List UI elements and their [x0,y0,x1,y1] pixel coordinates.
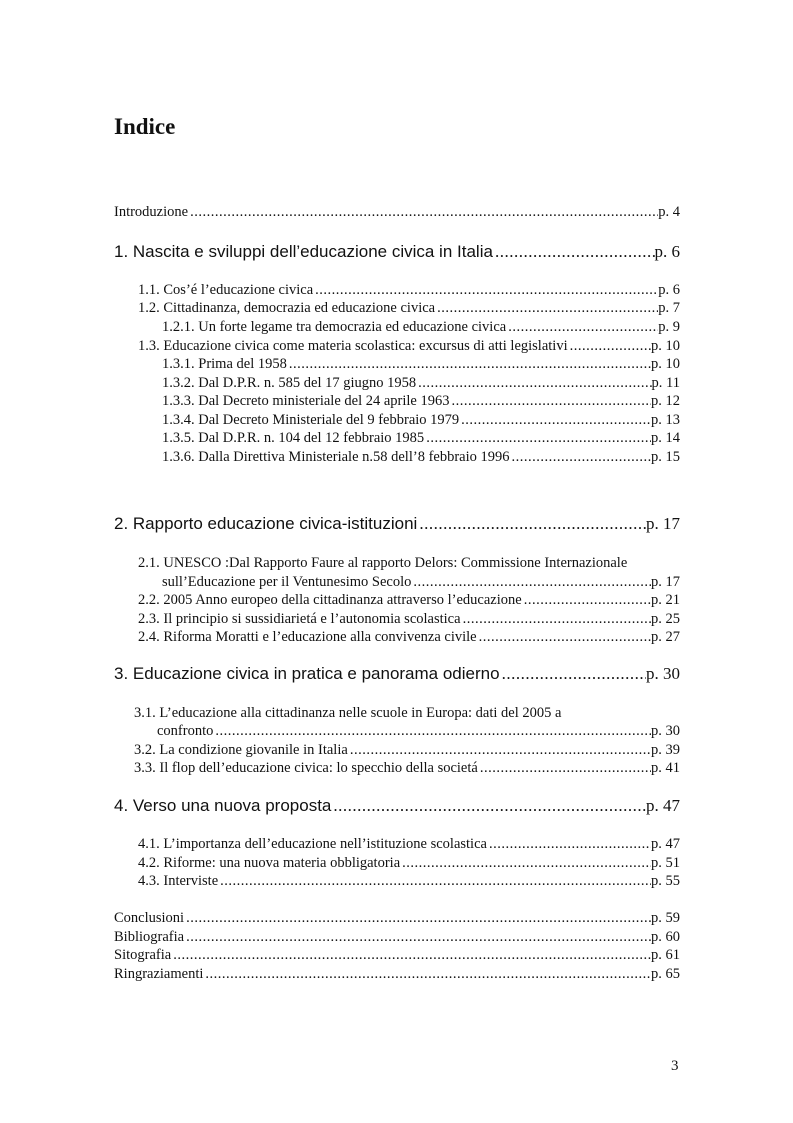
toc-entry-3-3[interactable] [134,758,680,778]
toc-entry-sitografia[interactable] [114,945,680,965]
toc-entry-page: p. 13 [651,412,680,428]
toc-entry-label: 1.3.4. Dal Decreto Ministeriale del 9 febbraio 1979 [162,412,460,428]
toc-entry-page: p. 10 [651,356,680,372]
toc-entry-label: 3. Educazione civica in pratica e panorama odierno [114,664,500,683]
toc-entry-1-1[interactable] [138,280,680,300]
toc-entry-4-3[interactable] [138,871,680,891]
toc-entry-page: p. 51 [651,855,680,871]
toc-entry-label: 1.1. Cos’é l’educazione civica [138,282,314,298]
toc-entry-page: p. 14 [651,430,680,446]
toc-entry-2-1-first-line: 2.1. UNESCO :Dal Rapporto Faure al rapporto Delors: Commissione Internazionale [138,555,628,571]
toc-entry-page: p. 30 [646,664,680,683]
toc-entry-1-3-5[interactable] [162,428,680,448]
toc-entry-page: p. 17 [646,514,680,533]
toc-entry-page: p. 6 [658,282,680,298]
toc-entry-label: 3.3. Il flop dell’educazione civica: lo specchio della societá [134,760,478,776]
toc-entry-page: p. 15 [651,449,680,465]
toc-entry-label: 1.2.1. Un forte legame tra democrazia ed educazione civica [162,319,507,335]
toc-entry-page: p. 21 [651,592,680,608]
toc-entry-page: p. 25 [651,611,680,627]
toc-entry-2-2[interactable] [138,590,680,610]
toc-entry-label: 1.3. Educazione civica come materia scolastica: excursus di atti legislativi [138,338,568,354]
toc-entry-3-2[interactable] [134,740,680,760]
toc-entry-label: 2. Rapporto educazione civica-istituzioni [114,514,418,533]
toc-entry-page: p. 65 [651,966,680,982]
toc-entry-label: Conclusioni [114,910,185,926]
toc-entry-page: p. 39 [651,742,680,758]
toc-entry-page: p. 12 [651,393,680,409]
toc-entry-page: p. 60 [651,929,680,945]
toc-entry-3-1[interactable] [157,721,680,741]
toc-entry-page: p. 59 [651,910,680,926]
toc-entry-label: Bibliografia [114,929,185,945]
toc-entry-label: 1.3.6. Dalla Direttiva Ministeriale n.58 dell’8 febbraio 1996 [162,449,510,465]
toc-entry-page: p. 17 [651,574,680,590]
toc-entry-label: 4.3. Interviste [138,873,219,889]
toc-entry-1-3-1[interactable] [162,354,680,374]
toc-entry-conclusioni[interactable] [114,908,680,928]
toc-chapter-2[interactable] [114,514,680,534]
toc-entry-label: 3.2. La condizione giovanile in Italia [134,742,348,758]
toc-entry-label: 2.4. Riforma Moratti e l’educazione alla convivenza civile [138,629,477,645]
toc-entry-1-2-1[interactable] [162,317,680,337]
toc-entry-1-3-6[interactable] [162,447,680,467]
toc-entry-4-2[interactable] [138,853,680,873]
toc-entry-label: 2.3. Il principio si sussidiarietá e l’autonomia scolastica [138,611,461,627]
toc-chapter-3[interactable] [114,664,680,684]
toc-entry-label: 4.1. L’importanza dell’educazione nell’istituzione scolastica [138,836,487,852]
toc-entry-bibliografia[interactable] [114,927,680,947]
toc-entry-page: p. 9 [658,319,680,335]
toc-entry-label: 2.2. 2005 Anno europeo della cittadinanza attraverso l’educazione [138,592,522,608]
toc-entry-label: 1.3.5. Dal D.P.R. n. 104 del 12 febbraio 1985 [162,430,425,446]
toc-entry-page: p. 47 [651,836,680,852]
toc-entry-page: p. 30 [651,723,680,739]
toc-entry-page: p. 41 [651,760,680,776]
toc-entry-page: p. 55 [651,873,680,889]
toc-entry-page: p. 61 [651,947,680,963]
toc-entry-page: p. 6 [654,242,680,261]
toc-entry-label: Sitografia [114,947,172,963]
toc-entry-1-3-2[interactable] [162,373,680,393]
toc-entry-1-3-3[interactable] [162,391,680,411]
toc-entry-ringraziamenti[interactable] [114,964,680,984]
toc-entry-label: 4.2. Riforme: una nuova materia obbligatoria [138,855,401,871]
toc-entry-4-1[interactable] [138,834,680,854]
toc-entry-label: confronto [157,723,214,739]
toc-entry-label: 1. Nascita e sviluppi dell’educazione civica in Italia [114,242,493,261]
toc-entry-1-3-4[interactable] [162,410,680,430]
toc-entry-label: sull’Educazione per il Ventunesimo Secolo [162,574,412,590]
toc-entry-page: p. 27 [651,629,680,645]
toc-entry-page: p. 7 [658,300,680,316]
page-number: 3 [671,1058,679,1074]
toc-entry-label: Ringraziamenti [114,966,204,982]
toc-entry-page: p. 11 [651,375,680,391]
toc-entry-page: p. 10 [651,338,680,354]
toc-chapter-4[interactable] [114,796,680,816]
toc-entry-page: p. 4 [658,204,680,220]
toc-entry-label: 4. Verso una nuova proposta [114,796,332,815]
toc-entry-label: 1.3.1. Prima del 1958 [162,356,287,372]
toc-entry-label: 1.2. Cittadinanza, democrazia ed educazione civica [138,300,436,316]
page-title: Indice [114,114,176,139]
toc-entry-2-3[interactable] [138,609,680,629]
toc-entry-page: p. 47 [646,796,680,815]
toc-entry-label: 1.3.3. Dal Decreto ministeriale del 24 aprile 1963 [162,393,450,409]
toc-entry-label: 1.3.2. Dal D.P.R. n. 585 del 17 giugno 1958 [162,375,417,391]
toc-entry-3-1-first-line: 3.1. L’educazione alla cittadinanza nelle scuole in Europa: dati del 2005 a [134,705,562,721]
toc-entry-1-2[interactable] [138,298,680,318]
toc-entry-2-1[interactable] [162,572,680,592]
toc-chapter-1[interactable] [114,242,680,262]
toc-entry-2-4[interactable] [138,627,680,647]
toc-entry-introduzione[interactable] [114,202,680,222]
toc-entry-1-3[interactable] [138,336,680,356]
toc-entry-label: Introduzione [114,204,189,220]
